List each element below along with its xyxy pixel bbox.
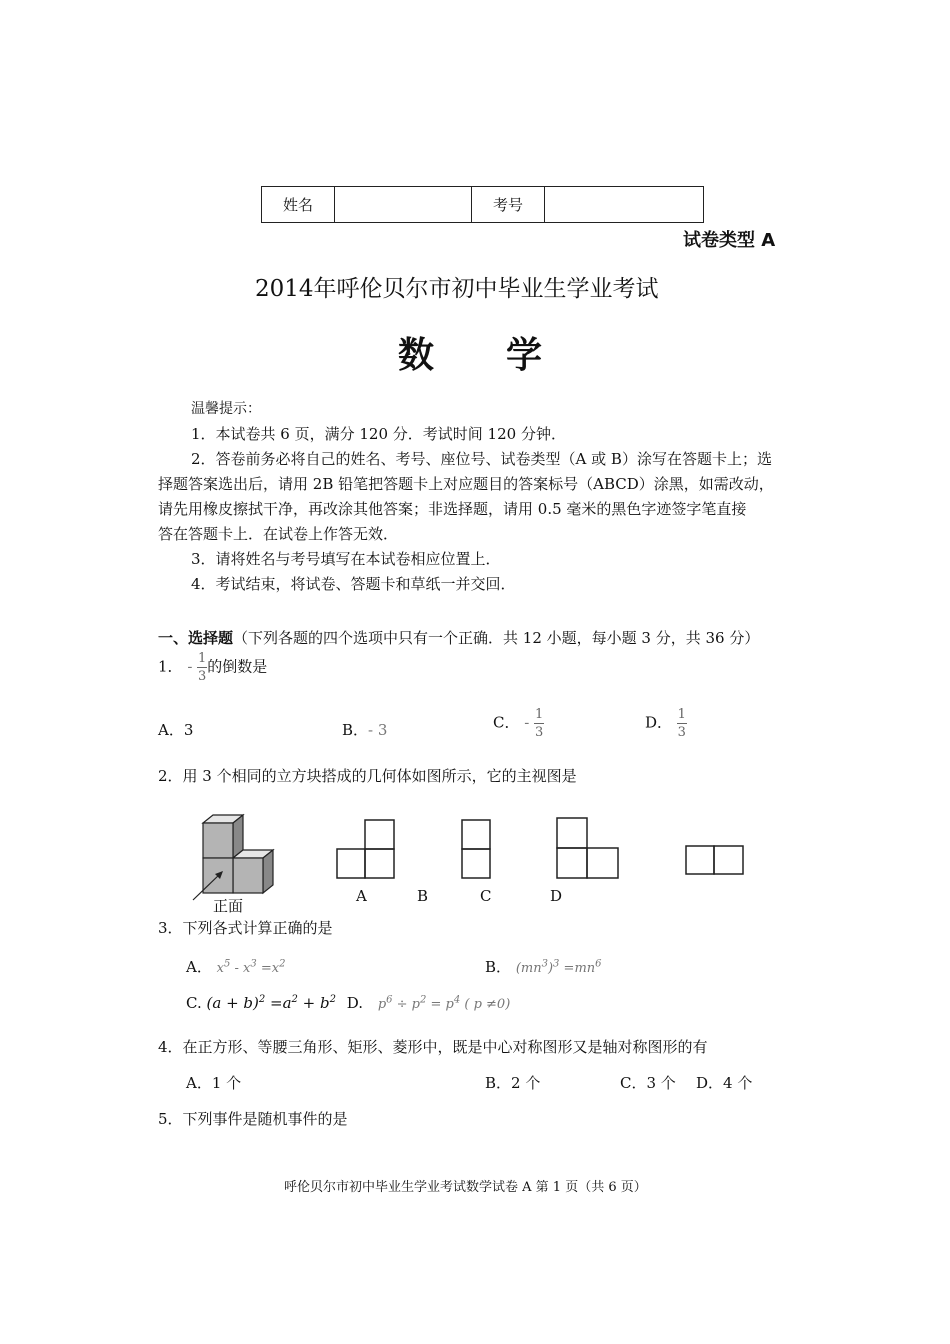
q3-b-lhs: (mn <box>515 961 542 976</box>
tip-warning: 在试卷上作答无效 <box>263 525 384 543</box>
q2-option-d-label: D <box>550 887 563 905</box>
q3-c-label: C. <box>186 994 202 1012</box>
q3-a-expr <box>216 958 286 976</box>
q3-d-p1: p <box>377 997 387 1012</box>
q1-text: 的倒数是 <box>207 657 268 676</box>
section1-header <box>158 627 759 648</box>
q3-c-e2: 2 <box>291 994 298 1005</box>
q3-c-eq: =a <box>265 994 292 1012</box>
q1-d-num: 1 <box>677 707 686 722</box>
q2-view-b <box>461 819 491 879</box>
tip-4: 4．考试结束，将试卷、答题卡和草纸一并交回． <box>191 575 516 593</box>
paper-type: 试卷类型 A <box>683 230 776 251</box>
q3-d-expr <box>377 994 511 1012</box>
tips-heading: 温馨提示： <box>191 401 261 417</box>
tip-2-line4 <box>158 523 398 544</box>
q2-option-b-label: B <box>417 887 429 905</box>
tip-2-line1: 2．答卷前务必将自己的姓名、考号、座位号、试卷类型（A 或 B）涂写在答题卡上；选 <box>191 450 772 468</box>
q1-option-a: A．3 <box>158 721 194 739</box>
q3-a-e2: 3 <box>250 958 257 970</box>
q2-front-label: 正面 <box>213 897 244 915</box>
q3-b-e1: 3 <box>541 958 548 970</box>
q1-b-label: B． <box>342 721 369 739</box>
q5-stem: 5．下列事件是随机事件的是 <box>158 1110 348 1128</box>
q3-a-label: A． <box>186 958 212 976</box>
q3-a-x2: x <box>243 961 251 976</box>
q3-b-label: B． <box>485 958 512 976</box>
q3-b-expr <box>515 958 602 976</box>
q2-option-a-label: A <box>356 887 367 905</box>
q1-c-label: C． <box>493 713 520 732</box>
q3-a-e1: 5 <box>223 958 231 970</box>
q3-d-e1: 6 <box>386 994 393 1006</box>
q3-option-c <box>186 994 510 1012</box>
q3-a-e3: 2 <box>279 958 286 970</box>
q3-d-label: D. <box>346 994 364 1012</box>
q2-stem: 2．用 3 个相同的立方块搭成的几何体如图所示，它的主视图是 <box>158 767 577 785</box>
q3-b-eq: =mn <box>559 961 596 976</box>
id-field[interactable] <box>545 187 704 223</box>
page-footer: 呼伦贝尔市初中毕业生学业考试数学试卷 A 第 1 页（共 6 页） <box>284 1180 647 1195</box>
q3-b-e2: 3 <box>553 958 560 970</box>
q3-c-lhs: (a + b) <box>206 994 259 1012</box>
q3-c-expr <box>207 994 341 1012</box>
q3-d-e2: 2 <box>420 994 427 1006</box>
q2-view-a <box>336 819 396 879</box>
section1-title: 一、选择题 <box>158 629 234 647</box>
q1-neg: - <box>187 657 193 676</box>
tip-2-line3: 请先用橡皮擦拭干净，再改涂其他答案；非选择题，请用 0.5 毫米的黑色字迹签字笔直接 <box>158 500 747 518</box>
q3-c-plus: + b <box>297 994 330 1012</box>
q4-stem: 4．在正方形、等腰三角形、矩形、菱形中，既是中心对称图形又是轴对称图形的有 <box>158 1038 708 1056</box>
q3-c-e3: 2 <box>329 994 336 1005</box>
q1-frac-num: 1 <box>198 651 207 666</box>
q1-b-value: - 3 <box>368 721 388 739</box>
q3-d-div: ÷ p <box>392 997 420 1012</box>
q2-option-c-label: C <box>480 887 492 905</box>
tip-2-line4-start: 答在答题卡上． <box>158 525 264 543</box>
q2-view-d <box>685 845 745 875</box>
q3-option-b <box>485 956 602 977</box>
exam-title: 2014年呼伦贝尔市初中毕业生学业考试 <box>255 276 659 302</box>
q1-d-fraction <box>677 708 687 739</box>
q1-c-den: 3 <box>534 725 544 740</box>
q1-c-fraction <box>534 708 544 739</box>
tip-1: 1．本试卷共 6 页，满分 120 分．考试时间 120 分钟． <box>191 425 566 443</box>
q3-b-close: ) <box>547 961 554 976</box>
q4-option-b: B．2 个 <box>485 1074 541 1092</box>
q3-c-e1: 2 <box>258 994 266 1005</box>
q1-c-num: 1 <box>534 707 544 722</box>
q3-a-x3: x <box>271 961 280 976</box>
q1-option-c <box>493 708 544 739</box>
q1-stem <box>158 652 267 683</box>
q3-stem: 3．下列各式计算正确的是 <box>158 919 333 937</box>
q4-option-c: C．3 个 <box>620 1074 676 1092</box>
q1-frac-den: 3 <box>198 669 207 684</box>
q3-option-a <box>186 956 285 977</box>
info-table <box>261 186 704 223</box>
q3-d-e3: 4 <box>453 994 461 1006</box>
q3-d-cond: ( p ≠0) <box>460 997 511 1012</box>
q1-d-den: 3 <box>677 725 686 740</box>
section1-desc: （下列各题的四个选项中只有一个正确．共 12 小题，每小题 3 分，共 36 分） <box>233 629 760 647</box>
q1-number: 1． <box>158 657 183 676</box>
q4-option-d: D．4 个 <box>696 1074 753 1092</box>
tip-2-line2: 择题答案选出后，请用 2B 铅笔把答题卡上对应题目的答案标号（ABCD）涂黑，如需改动， <box>158 475 774 493</box>
subject-title: 数 学 <box>398 335 543 376</box>
q3-a-x1: x <box>216 961 224 976</box>
name-label: 姓名 <box>262 187 335 223</box>
tip-2-line4-end: ． <box>383 525 399 543</box>
q2-view-c <box>556 817 620 879</box>
q3-b-e3: 6 <box>595 958 602 970</box>
tip-3: 3．请将姓名与考号填写在本试卷相应位置上． <box>191 550 501 568</box>
q3-a-op1: - <box>230 961 244 976</box>
q1-d-label: D． <box>645 713 673 732</box>
q4-option-a: A．1 个 <box>186 1074 242 1092</box>
q1-fraction <box>197 652 207 683</box>
name-field[interactable] <box>335 187 472 223</box>
id-label: 考号 <box>472 187 545 223</box>
q1-option-d <box>645 708 687 739</box>
q1-c-neg: - <box>524 713 530 732</box>
q3-a-op2: = <box>256 961 272 976</box>
q2-solid-figure <box>185 815 280 890</box>
q1-option-b <box>342 719 387 740</box>
q3-d-eq: = p <box>426 997 454 1012</box>
